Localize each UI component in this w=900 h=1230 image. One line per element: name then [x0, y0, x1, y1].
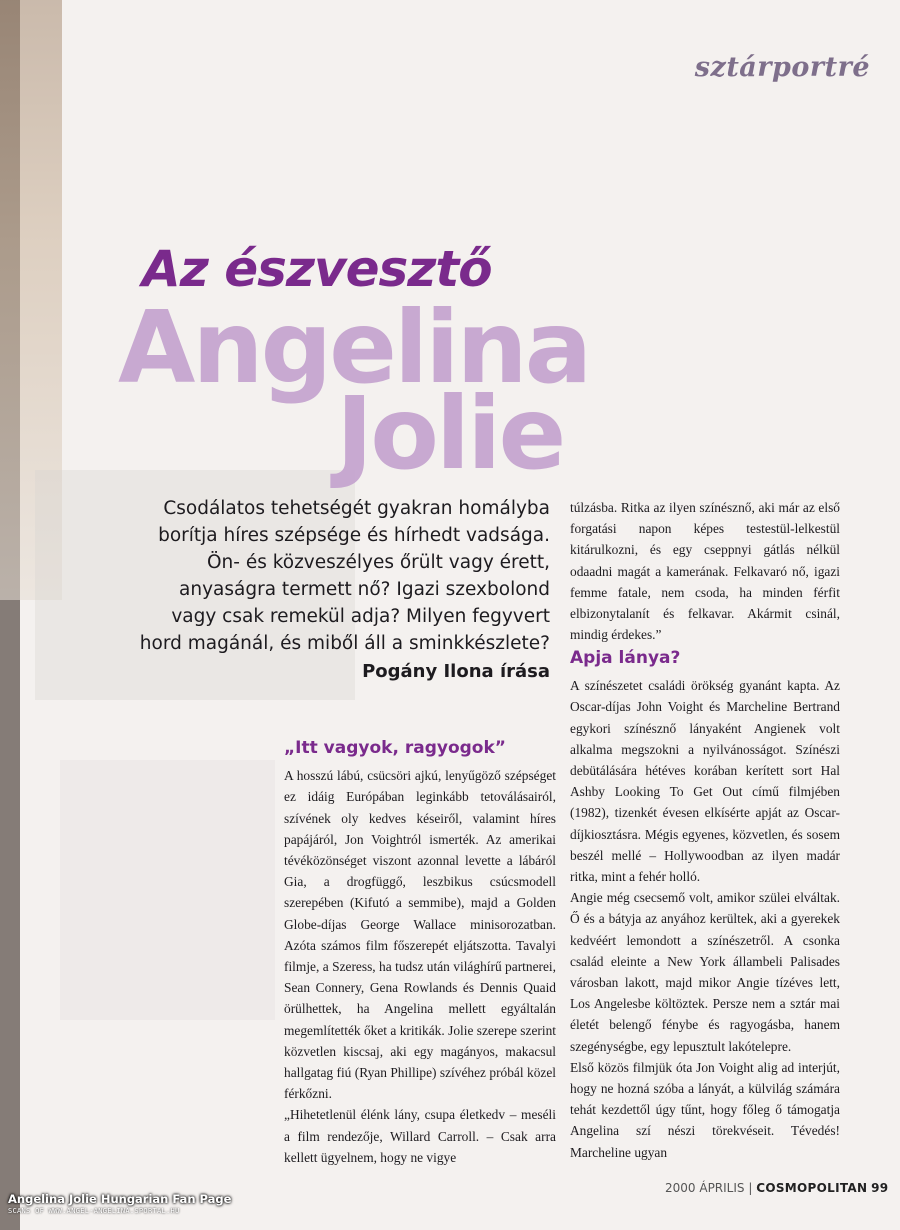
middle-column	[284, 738, 556, 1168]
section-label: sztárportré	[694, 52, 870, 83]
show-through-photo	[60, 760, 275, 1020]
paragraph: „Hihetetlenül élénk lány, csupa életkedv – meséli a film rendezője, Willard Carroll. – Csak arra kellett ügyelnem, hogy ne vigye	[284, 1107, 556, 1165]
watermark-subtitle: SCANS OF WWW.ANGEL-ANGELINA.SPORTAL.HU	[8, 1207, 180, 1215]
section-heading: Apja lánya?	[570, 648, 681, 668]
right-column-continuation	[570, 497, 840, 645]
paragraph: túlzásba. Ritka az ilyen színésznő, aki már az első forgatási napon képes testestül-lelkestül kitárulkozni, és egy cseppnyi gátlás nélkül odaadni magát a kamerának. Felkavaró nő, igazi femme fatale, nem csoda, ha minden férfit elbizonytalanít és felkavar. Akármit csinál, mindig érdekes.”	[570, 500, 840, 643]
intro-deck: Csodálatos tehetségét gyakran homályba borítja híres szépsége és hírhedt vadsága. Ön- és közveszélyes őrült vagy érett, anyaságra termett nő? Igazi szexbolond vagy csak remekül adja? Milyen fegyvert hord magánál, és miből áll a sminkkészlete?	[139, 498, 550, 654]
magazine-name: COSMOPOLITAN	[756, 1181, 868, 1195]
paragraph: A hosszú lábú, csücsöri ajkú, lenyűgöző szépséget ez idáig Európában leginkább tetoválásairól, szívének oly kedves késeiről, valamint híres papájáról, Jon Voightról ismerték. Az amerikai tévéközönséget viszont azonnal levette a lábáról Gia, a drogfüggő, leszbikus csúcsmodell szerepében (Kifutó a semmibe), majd a Golden Globe-díjas George Wallace minisorozatban. Azóta számos film főszerepét eljátszotta. Tavalyi filmje, a Szeress, ha tudsz után világhírű partnerei, Sean Connery, Gena Rowlands és Dennis Quaid örülhettek, ha Angelina mellett egyáltalán megemlítették őket a kritikák. Jolie szerepe szerint közvetlen kiscsaj, aki egy magányos, makacsul hallgatag fiú (Ryan Phillipe) szívéhez próbál közel férkőzni.	[284, 768, 556, 1102]
page-number: 99	[871, 1181, 889, 1195]
page-footer	[665, 1181, 888, 1195]
right-column	[570, 648, 840, 1163]
footer-separator: |	[748, 1181, 753, 1195]
byline: Pogány Ilona írása	[362, 661, 550, 682]
paragraph: A színészetet családi örökség gyanánt kapta. Az Oscar-díjas John Voight és Marcheline Bertrand egykori színésznő lányaként Angienek volt alkalma megszokni a nyilvánosságot. Színészi debütálására hétéves korában kerített sort Hal Ashby Looking To Get Out című filmjében (1982), tizenkét évesen elkísérte apját az Oscar-díjkiosztásra. Mégis egyenes, közvetlen, és sosem beszél mellé – Hollywoodban az ilyen madár ritka, mint a fehér holló.	[570, 678, 840, 885]
paragraph: Első közös filmjük óta Jon Voight alig ad interjút, hogy ne hozná szóba a lányát, a külvilág számára tehát kezdettől úgy tűnt, hogy főleg ő támogatja Angelina szí nészi törekvéseit. Tévedés! Marcheline ugyan	[570, 1059, 840, 1160]
headline-line1: Az észvesztő	[142, 240, 492, 298]
paragraph: Angie még csecsemő volt, amikor szülei elváltak. Ő és a bátyja az anyához kerültek, aki a gyerekek kedvéért lemondott a színészetről. A csonka család eleinte a New York állambeli Palisades városban lakott, majd mikor Angie tízéves lett, Los Angelesbe költöztek. Persze nem a sztár mai életét belengő fénybe és ragyogásba, hanem szegénységbe, egy lepusztult lakótelepre.	[570, 890, 840, 1054]
headline-name-last: Jolie	[336, 375, 564, 492]
headline-name-first: Angelina	[118, 289, 590, 406]
watermark-title: Angelina Jolie Hungarian Fan Page	[8, 1192, 232, 1206]
section-heading: „Itt vagyok, ragyogok”	[284, 738, 506, 758]
issue-date: 2000 ÁPRILIS	[665, 1181, 745, 1195]
